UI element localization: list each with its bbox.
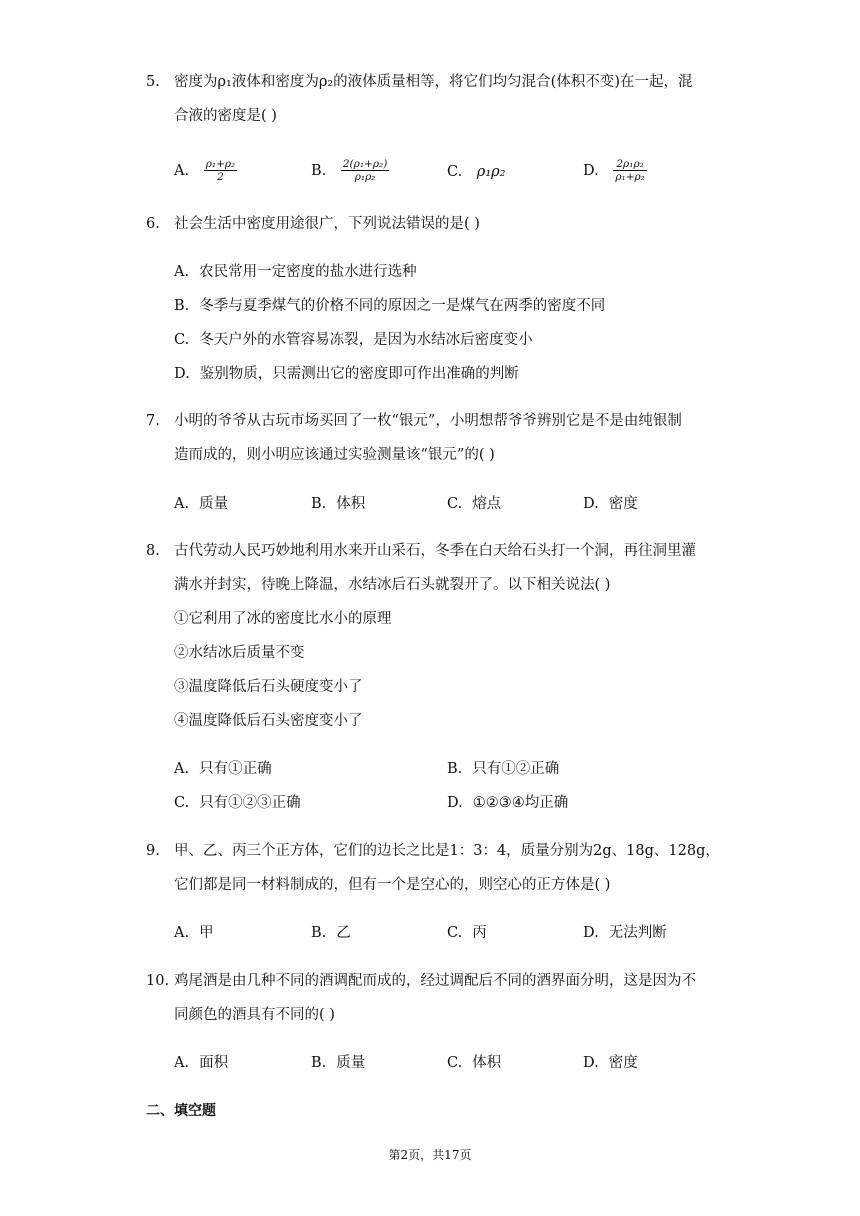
fraction — [613, 158, 647, 183]
question-text-line1: 甲、乙、丙三个正方体，它们的边长之比是1：3：4，质量分别为2g、18g、128g， — [174, 843, 720, 859]
question-text-line2: 合液的密度是( ) — [174, 108, 277, 124]
page-footer: 第2页，共17页 — [388, 1148, 472, 1162]
option-label: A. — [174, 925, 190, 941]
option-label: B. — [311, 496, 327, 512]
option-b — [174, 296, 605, 316]
option-label: A. — [174, 264, 190, 280]
option-text: 只有①正确 — [199, 761, 272, 777]
option-label: B. — [447, 761, 463, 777]
option-text: 鉴别物质，只需测出它的密度即可作出准确的判断 — [199, 366, 519, 382]
option-label: C. — [174, 332, 190, 348]
statement-1: ①它利用了冰的密度比水小的原理 — [174, 611, 392, 627]
option-label: D. — [447, 795, 463, 811]
option-text: 只有①②正确 — [472, 761, 560, 777]
option-label: D. — [583, 925, 599, 941]
option-label: B. — [311, 925, 327, 941]
option-a — [174, 1053, 228, 1073]
section-title: 二、填空题 — [146, 1103, 216, 1119]
question-number: 6. — [146, 216, 160, 232]
option-text: 熔点 — [472, 496, 502, 512]
option-d — [583, 1053, 638, 1073]
option-text: 体积 — [472, 1055, 502, 1071]
statement-3: ③温度降低后石头硬度变小了 — [174, 679, 363, 695]
option-b — [311, 158, 389, 183]
option-text: 只有①②③正确 — [199, 795, 301, 811]
option-label: B. — [174, 298, 190, 314]
option-d — [174, 364, 519, 384]
question-text-line2: 满水并封实，待晚上降温，水结冰后石头就裂开了。以下相关说法( ) — [174, 577, 611, 593]
option-a — [174, 923, 214, 943]
fraction-denominator: ρ₁+ρ₂ — [615, 171, 645, 183]
question-text-line1: 社会生活中密度用途很广，下列说法错误的是( ) — [174, 216, 480, 232]
option-text: 无法判断 — [608, 925, 667, 941]
option-d — [583, 158, 647, 183]
option-text: 乙 — [336, 925, 351, 941]
option-label: D. — [174, 366, 190, 382]
option-label: C. — [174, 795, 190, 811]
question-text-line1: 古代劳动人民巧妙地利用水来开山采石，冬季在白天给石头打一个洞，再往洞里灌 — [174, 543, 696, 559]
option-c — [447, 1053, 501, 1073]
option-b — [447, 759, 559, 779]
question-text-line2: 同颜色的酒具有不同的( ) — [174, 1007, 335, 1023]
option-label: B. — [311, 162, 327, 179]
fraction-numerator: ρ₁+ρ₂ — [205, 158, 236, 170]
option-label: D. — [583, 496, 599, 512]
option-label: D. — [583, 162, 599, 179]
option-label: A. — [174, 1055, 190, 1071]
question-number: 8. — [146, 543, 160, 559]
option-label: A. — [174, 496, 190, 512]
statement-2: ②水结冰后质量不变 — [174, 645, 305, 661]
question-number: 10. — [146, 973, 170, 989]
option-text: 密度 — [608, 1055, 638, 1071]
fraction-numerator: 2ρ₁ρ₂ — [613, 158, 647, 171]
question-number: 7. — [146, 413, 160, 429]
option-b — [311, 1053, 365, 1073]
option-a — [174, 262, 417, 282]
fraction — [341, 158, 389, 183]
option-text: 面积 — [199, 1055, 229, 1071]
option-b — [311, 923, 351, 943]
option-d — [447, 793, 568, 813]
option-text: 冬天户外的水管容易冻裂，是因为水结冰后密度变小 — [199, 332, 533, 348]
option-label: C. — [447, 164, 463, 180]
option-c — [447, 494, 501, 514]
option-c — [447, 162, 505, 182]
option-text: 密度 — [608, 496, 638, 512]
option-c — [174, 330, 533, 350]
option-d — [583, 494, 638, 514]
question-text-line2: 它们都是同一材料制成的，但有一个是空心的，则空心的正方体是( ) — [174, 877, 611, 893]
option-text: 甲 — [199, 925, 214, 941]
question-number: 5. — [146, 74, 160, 90]
option-label: D. — [583, 1055, 599, 1071]
option-a — [174, 759, 272, 779]
option-text: 冬季与夏季煤气的价格不同的原因之一是煤气在两季的密度不同 — [199, 298, 606, 314]
option-d — [583, 923, 667, 943]
option-label: C. — [447, 496, 463, 512]
statement-4: ④温度降低后石头密度变小了 — [174, 713, 363, 729]
option-label: A. — [174, 761, 190, 777]
fraction-denominator: ρ₁ρ₂ — [354, 171, 376, 183]
option-b — [311, 494, 365, 514]
fraction-denominator: 2 — [217, 171, 224, 183]
option-text: 质量 — [336, 1055, 366, 1071]
option-text: 质量 — [199, 496, 229, 512]
fraction — [204, 158, 238, 183]
option-c — [174, 793, 301, 813]
option-a — [174, 494, 228, 514]
option-label: B. — [311, 1055, 327, 1071]
fraction-numerator: 2(ρ₁+ρ₂) — [342, 158, 388, 170]
option-text: ①②③④均正确 — [472, 795, 569, 811]
option-label: C. — [447, 1055, 463, 1071]
question-text-line1: 鸡尾酒是由几种不同的酒调配而成的，经过调配后不同的酒界面分明，这是因为不 — [174, 973, 696, 989]
option-text: 体积 — [336, 496, 366, 512]
option-a — [174, 158, 237, 183]
question-text-line1: 密度为ρ₁液体和密度为ρ₂的液体质量相等，将它们均匀混合(体积不变)在一起，混 — [174, 74, 693, 90]
question-text-line2: 造而成的，则小明应该通过实验测量该“银元”的( ) — [174, 447, 495, 463]
option-text: 农民常用一定密度的盐水进行选种 — [199, 264, 417, 280]
option-label: C. — [447, 925, 463, 941]
option-label: A. — [174, 162, 190, 179]
option-text: 丙 — [472, 925, 487, 941]
option-c — [447, 923, 487, 943]
option-text: ρ₁ρ₂ — [476, 164, 506, 180]
question-number: 9. — [146, 843, 160, 859]
question-text-line1: 小明的爷爷从古玩市场买回了一枚“银元”，小明想帮爷爷辨别它是不是由纯银制 — [174, 413, 682, 429]
